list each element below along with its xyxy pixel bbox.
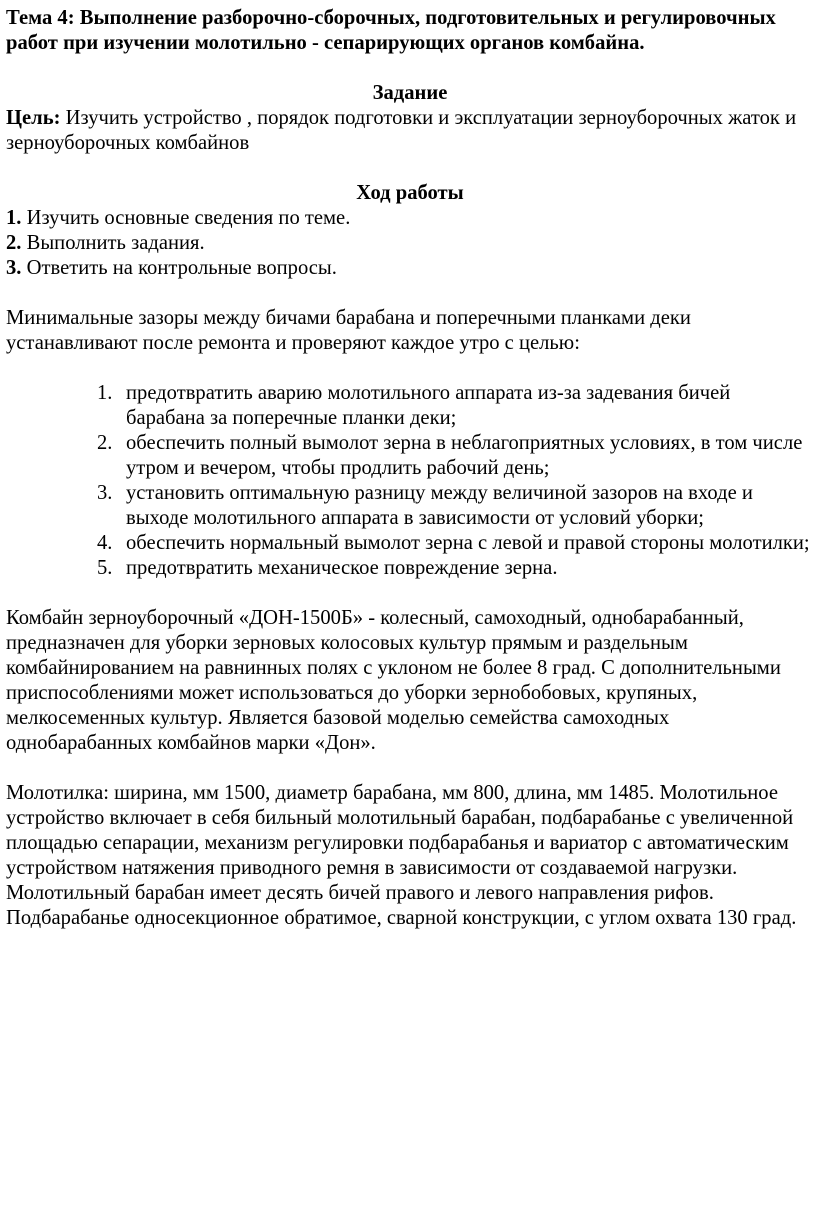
procedure-step (6, 231, 814, 256)
step-text: Ответить на контрольные вопросы. (21, 257, 337, 279)
spacer (6, 156, 814, 181)
topic-title: Тема 4: Выполнение разборочно-сборочных, подготовительных и регулировочных работ при изучении молотильно - сепарирующих органов комбайна. (6, 7, 776, 54)
clearances-intro: Минимальные зазоры между бичами барабана и поперечными планками деки устанавливают после ремонта и проверяют каждое утро с целью: (6, 307, 691, 354)
list-item-number: 2. (97, 432, 113, 454)
step-text: Изучить основные сведения по теме. (21, 207, 351, 229)
task-heading: Задание (372, 82, 448, 104)
spacer (6, 756, 814, 781)
list-item-text: предотвратить аварию молотильного аппарата из-за задевания бичей барабана за поперечные планки деки; (126, 382, 731, 429)
list-item (6, 431, 814, 481)
step-number: 3. (6, 257, 22, 279)
spacer (6, 281, 814, 306)
procedure-heading: Ход работы (356, 182, 464, 204)
goal-text: Изучить устройство , порядок подготовки и эксплуатации зерноуборочных жаток и зерноуборочных комбайнов (6, 107, 797, 154)
clearances-list (6, 381, 814, 581)
procedure-step (6, 206, 814, 231)
list-item-text: обеспечить полный вымолот зерна в неблагоприятных условиях, в том числе утром и вечером, чтобы продлить рабочий день; (126, 432, 803, 479)
list-item-number: 1. (97, 382, 113, 404)
combine-paragraph: Комбайн зерноуборочный «ДОН-1500Б» - колесный, самоходный, однобарабанный, предназначен для уборки зерновых колосовых культур прямым и раздельным комбайнированием на равнинных полях с уклоном не более 8 град. С дополнительными приспособлениями может использоваться до уборки зернобобовых, крупяных, мелкосеменных культур. Является базовой моделью семейства самоходных однобарабанных комбайнов марки «Дон». (6, 607, 781, 754)
spacer (6, 56, 814, 81)
list-item (6, 556, 814, 581)
list-item (6, 531, 814, 556)
step-number: 1. (6, 207, 22, 229)
step-text: Выполнить задания. (21, 232, 205, 254)
goal-paragraph (6, 106, 814, 156)
procedure-step (6, 256, 814, 281)
list-item-text: предотвратить механическое повреждение зерна. (126, 557, 558, 579)
list-item-number: 4. (97, 532, 113, 554)
procedure-steps (6, 206, 814, 281)
thresher-paragraph: Молотилка: ширина, мм 1500, диаметр барабана, мм 800, длина, мм 1485. Молотильное устройство включает в себя бильный молотильный барабан, подбарабанье с увеличенной площадью сепарации, механизм регулировки подбарабанья и вариатор с автоматическим устройством натяжения приводного ремня в зависимости от создаваемой нагрузки. Молотильный барабан имеет десять бичей правого и левого направления рифов. Подбарабанье односекционное обратимое, сварной конструкции, с углом охвата 130 град. (6, 782, 797, 929)
document-page (6, 0, 814, 931)
goal-label: Цель: (6, 107, 61, 129)
list-item-text: установить оптимальную разницу между величиной зазоров на входе и выходе молотильного аппарата в зависимости от условий уборки; (126, 482, 753, 529)
spacer (6, 356, 814, 381)
step-number: 2. (6, 232, 22, 254)
spacer (6, 581, 814, 606)
list-item-number: 3. (97, 482, 113, 504)
list-item-text: обеспечить нормальный вымолот зерна с левой и правой стороны молотилки; (126, 532, 810, 554)
list-item (6, 381, 814, 431)
list-item-number: 5. (97, 557, 113, 579)
list-item (6, 481, 814, 531)
